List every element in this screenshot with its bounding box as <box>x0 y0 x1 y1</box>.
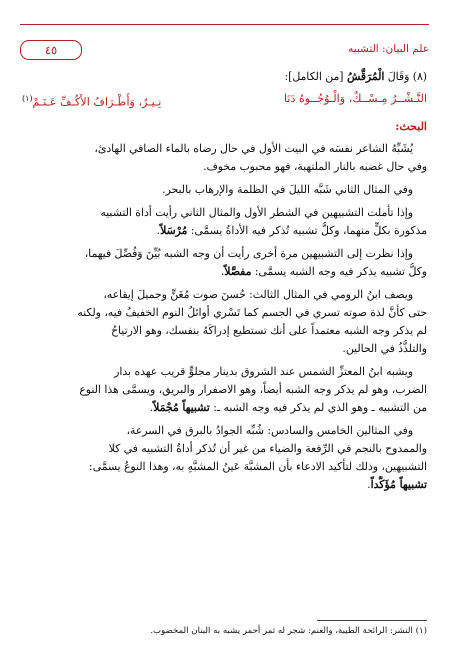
paragraph <box>22 422 427 494</box>
text-line <box>22 476 427 494</box>
term: تشبيهاً مُؤَكَّداً <box>370 477 427 491</box>
text-run: . <box>156 223 161 237</box>
verse-second-hemistich <box>22 88 161 114</box>
text-line <box>22 381 427 399</box>
paragraphs <box>22 140 427 494</box>
paragraph <box>22 245 427 281</box>
verse-first-hemistich: النَّـشْــرُ مِـسْــكٌ، وَالْـوُجُــوهُ دَنَا <box>284 92 427 105</box>
text-run: التشبيهين، وذلك لتأكيد الادعاء بأن المشبَّهَ عَينُ المشبَّهِ به، وهذا النوعُ يسمَّى: <box>89 459 427 473</box>
text-line <box>22 158 427 176</box>
paragraph <box>22 140 427 176</box>
verse <box>22 88 427 114</box>
text-run: والممدوح بالنجم في الرِّفعة والضياء من غير أن تُذكر أداةُ التشبيه في كلا <box>108 441 427 455</box>
footnote: (١) النشر: الرائحة الطيبة، والعنم: شجر له ثمر أحمر يشبه به البنان المخضوب. <box>150 626 427 636</box>
text-line <box>22 440 427 458</box>
text-run: ويشبه ابنُ المعتزِّ الشمس عند الشروق بدينار مجلوٍّ قريب عهده بدار <box>114 364 413 378</box>
text-line <box>22 140 427 158</box>
paragraph <box>22 363 427 417</box>
footnote-marker: (١) <box>22 94 33 103</box>
header-rule <box>20 24 429 25</box>
paragraph <box>22 181 427 199</box>
example-label: (٨) <box>412 70 427 83</box>
poet-name: الْمُرَقَّشُ <box>346 70 385 83</box>
text-run: لم يذكر وجه الشبه معتمداً على أنك تستطيع إدراكَهُ بنفسك، وهو الارتياحُ <box>111 323 427 337</box>
text-line <box>22 363 427 381</box>
running-title: علم البيان: التشبيه <box>348 43 429 55</box>
text-run: من التشبيه ـ وهو الذي لم يذكر فيه وجه الشبه ـ: <box>209 400 427 414</box>
text-line <box>22 286 427 304</box>
footnote-rule <box>317 620 427 621</box>
term: تشبيهاً مُجْمَلاً <box>153 400 210 414</box>
text-run: وكلُّ تشبيه يذكر فيه وجه الشبه يسمَّى: <box>251 264 427 278</box>
text-line <box>22 222 427 240</box>
text-run: وفي المثال الثاني شَبَّه الليلَ في الظلمة والإرهاب بالبحر. <box>162 182 413 196</box>
paragraph <box>22 286 427 358</box>
text-run: وفي المثالين الخامس والسادس: شُبِّه الجوادُ بالبرق في السرعة، <box>126 423 413 437</box>
example-intro-text: وَقَالَ <box>387 70 410 83</box>
research-heading: البحث: <box>395 119 427 133</box>
text-line <box>22 181 427 199</box>
text-line <box>22 340 427 358</box>
text-line <box>22 245 427 263</box>
text-run: مذكورة بكلٍّ منهما، وكلُّ تشبيه تُذكر فيه الأداةُ يسمَّى: <box>187 223 427 237</box>
example-intro <box>22 68 427 86</box>
text-line <box>22 422 427 440</box>
text-run: ويصف ابنُ الرومي في المثال الثالث: حُسنَ صوت مُغَنٍّ وجميلَ إيقاعه، <box>103 287 413 301</box>
text-run: وإذا نظرت إلى التشبيهين مرة أخرى رأيت أن وجه الشبه بُيِّنَ وَفُصِّلَ فيهما، <box>84 246 413 260</box>
text-line <box>22 399 427 417</box>
term: مُرْسَلاً <box>160 223 188 237</box>
term: مفصَّلاً <box>224 264 252 278</box>
text-line <box>22 204 427 222</box>
text-line <box>22 263 427 281</box>
text-line <box>22 304 427 322</box>
text-run: الضرب، وهو لم يذكر وجه الشبه أيضاً، وهو الاصفرار والبريق، ويسمَّى هذا النوع <box>79 382 427 396</box>
text-line <box>22 322 427 340</box>
page-header <box>20 40 429 62</box>
paragraph <box>22 204 427 240</box>
meter-label: [من الكامل]: <box>284 70 344 83</box>
verse-second-text: نِـيـرٌ، وَأَطْـرَافُ الأَكُـفِّ عَـنَـمْ <box>32 95 162 109</box>
page-content <box>22 68 427 499</box>
text-run: وفي حال غضبه بالنار الملتهبة، فهو محبوب مخوف. <box>203 159 427 173</box>
text-run: . <box>220 264 225 278</box>
page-number: ٤٥ <box>20 40 82 60</box>
text-run: وإذا تأملت التشبيهين في الشطر الأول والمثال الثاني رأيت أداة التشبيه <box>100 205 413 219</box>
text-line <box>22 458 427 476</box>
text-run: والتلذُّذُ في الحالين. <box>342 341 427 355</box>
text-run: يُشَبِّهُ الشاعر نفسَه في البيت الأول في حال رضاه بالماء الصافي الهادئ، <box>94 141 413 155</box>
text-run: حتى كأنَّ لذة صوته تسري في الجسم كما تَسْري أوائلُ النوم الخفيفُ فيه، ولكنه <box>77 305 427 319</box>
text-run: . <box>149 400 154 414</box>
text-run: . <box>367 477 371 491</box>
